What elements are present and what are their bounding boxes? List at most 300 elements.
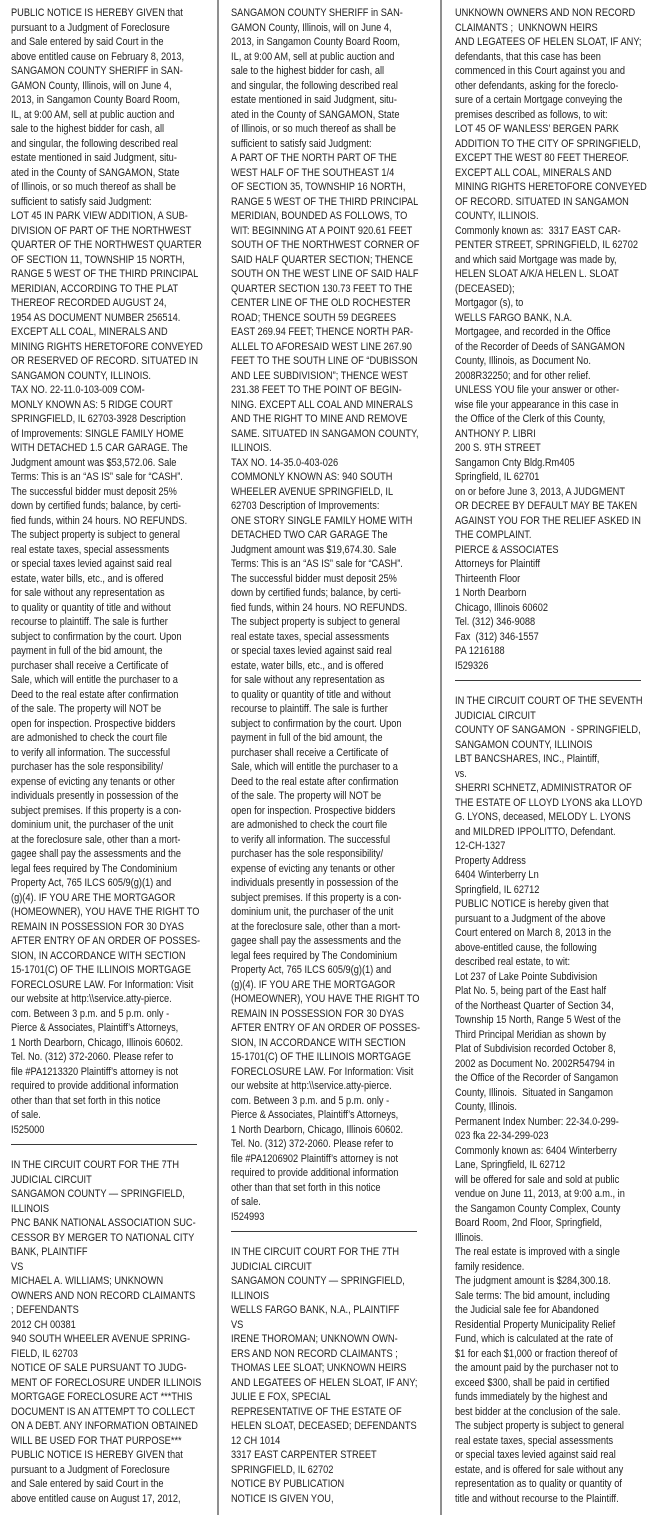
notice-line: 023 fka 22-34-299-023 [455, 1130, 549, 1142]
notice-line: pursuant to a Judgment of Foreclosure [11, 1463, 170, 1476]
notice-line: Mortgagor (s), to [455, 297, 524, 309]
notice-line: Pierce & Associates, Plaintiff’s Attorneys, [11, 1022, 179, 1034]
notice-line: OR DECREE BY DEFAULT MAY BE TAKEN [455, 500, 638, 512]
notice-line: ILLINOIS [11, 1202, 50, 1215]
notice-line: PA 1216188 [455, 645, 505, 657]
notice-line: Judgment amount was $53,572.06. Sale [11, 456, 177, 469]
notice-line: estate, water bills, etc., and is offered [11, 572, 164, 585]
notice-line: sufficient to satisfy said Judgment: [231, 137, 372, 150]
notice-line: ADDITION TO THE CITY OF SPRINGFIELD, [455, 137, 641, 150]
notice-line: on or before June 3, 2013, A JUDGMENT [455, 485, 626, 498]
notice-line: VS [11, 1260, 24, 1273]
notice-line: EXCEPT ALL COAL, MINERALS AND [11, 326, 168, 338]
notice-line: family residence. [455, 1260, 525, 1273]
notice-line: SANGAMON COUNTY — SPRINGFIELD, [11, 1188, 185, 1200]
notice-line: of Illinois, or so much thereof as shall be [231, 123, 396, 135]
notice-line: gagee shall pay the assessments and the [11, 848, 182, 860]
notice-line: PUBLIC NOTICE IS HEREBY GIVEN that [11, 7, 183, 19]
notice-line: NOTICE BY PUBLICATION [231, 1478, 345, 1490]
notice-line: ILLINOIS. [231, 442, 272, 454]
legal-notice [231, 1245, 440, 1506]
notice-line: dominium unit, the purchaser of the unit [11, 819, 174, 831]
notice-line: or special taxes levied against said real [231, 645, 392, 657]
notice-line: Tel. (312) 346-9088 [455, 616, 536, 628]
notice-line: purchaser shall receive a Certificate of [231, 746, 389, 759]
notice-line: REPRESENTATIVE OF THE ESTATE OF [231, 1405, 402, 1418]
notice-line: JUDICIAL CIRCUIT [11, 1173, 92, 1186]
notice-line: down by certified funds; balance, by certi- [11, 500, 182, 512]
notice-line: ANTHONY P. LIBRI [455, 427, 536, 440]
notice-line: are admonished to check the court file [11, 732, 168, 744]
notice-line: our website at http:\\service.atty-pierce. [231, 1080, 392, 1092]
notice-line: purchaser shall receive a Certificate of [11, 659, 169, 672]
notice-line: individuals presently in possession of the [11, 790, 179, 802]
notice-line: NING. EXCEPT ALL COAL AND MINERALS [231, 398, 413, 411]
notice-line: 2013, in Sangamon County Board Room, [231, 36, 400, 48]
notice-line: and Sale entered by said Court in the [11, 1478, 164, 1490]
notice-line: SPRINGFIELD, IL 62702 [231, 1463, 334, 1476]
notice-line: NOTICE OF SALE PURSUANT TO JUDG- [11, 1362, 187, 1374]
notice-line: WHEELER AVENUE SPRINGFIELD, IL [231, 485, 394, 498]
notice-line: Attorneys for Plaintiff [455, 558, 541, 570]
notice-line: OF RECORD. SITUATED IN SANGAMON [455, 195, 629, 208]
column-2 [219, 6, 440, 1515]
notice-separator [455, 680, 641, 681]
notice-line: (HOMEOWNER), YOU HAVE THE RIGHT TO [11, 906, 200, 918]
notice-line: com. Between 3 p.m. and 5 p.m. only - [11, 1007, 170, 1020]
notice-line: Springfield, IL 62701 [455, 471, 540, 483]
notice-line: EXCEPT THE WEST 80 FEET THEREOF. [455, 152, 629, 164]
notice-line: gagee shall pay the assessments and the [231, 935, 402, 947]
notice-line: sale to the highest bidder for cash, all [11, 123, 165, 135]
notice-line: FORECLOSURE LAW. For Information: Visit [11, 978, 194, 991]
notice-line: above entitled cause on February 8, 2013, [11, 50, 185, 63]
notice-line: representation as to quality or quantity of [455, 1478, 622, 1490]
notice-line: THE COMPLAINT. [455, 529, 532, 541]
notice-line: PUBLIC NOTICE IS HEREBY GIVEN that [11, 1449, 183, 1461]
notice-line: CLAIMANTS ; UNKNOWN HEIRS [455, 21, 598, 34]
notice-line: file #PA1206902 Plaintiff’s attorney is not [231, 1152, 399, 1165]
notice-line: AND LEGATEES OF HELEN SLOAT, IF ANY; [231, 1376, 418, 1389]
notice-line: estate mentioned in said Judgment, situ- [11, 152, 177, 164]
notice-line: estate, and is offered for sale without any [455, 1463, 624, 1476]
notice-line: BANK, PLAINTIFF [11, 1246, 88, 1258]
notice-line: LOT 45 OF WANLESS’ BERGEN PARK [455, 123, 619, 135]
notice-line: Plat of Subdivision recorded October 8, [455, 1043, 616, 1055]
notice-line: IL, at 9:00 AM, sell at public auction and [11, 108, 175, 121]
notice-line: legal fees required by The Condominium [231, 949, 398, 962]
notice-line: of the Northeast Quarter of Section 34, [455, 999, 614, 1012]
notice-line: other than that set forth in this notice [231, 1181, 381, 1194]
notice-line: are admonished to check the court file [231, 819, 388, 831]
notice-line: DIVISION OF PART OF THE NORTHWEST [11, 224, 192, 237]
notice-line: SION, IN ACCORDANCE WITH SECTION [11, 949, 186, 962]
legal-notice [455, 6, 649, 673]
notice-line: individuals presently in possession of the [231, 877, 399, 889]
notice-line: WEST HALF OF THE SOUTHEAST 1/4 [231, 166, 395, 179]
notice-line: pursuant to a Judgment of Foreclosure [11, 21, 170, 34]
notice-line: MERIDIAN, ACCORDING TO THE PLAT [11, 282, 179, 295]
notice-line: WILL BE USED FOR THAT PURPOSE*** [11, 1434, 182, 1447]
notice-line: QUARTER SECTION 130.73 FEET TO THE [231, 282, 413, 295]
notice-line: real estate taxes, special assessments [231, 630, 390, 643]
notice-line: WELLS FARGO BANK, N.A., PLAINTIFF [231, 1304, 400, 1316]
notice-line: required to provide additional information [11, 1080, 179, 1092]
notice-line: SION, IN ACCORDANCE WITH SECTION [231, 1036, 406, 1049]
notice-line: 15-1701(C) OF THE ILLINOIS MORTGAGE [11, 964, 191, 976]
notice-line: down by certified funds; balance, by certi- [231, 587, 402, 599]
notice-line: Tel. No. (312) 372-2060. Please refer to [11, 1051, 174, 1063]
notice-line: IN THE CIRCUIT COURT FOR THE 7TH [11, 1159, 180, 1171]
notice-line: for sale without any representation as [11, 587, 165, 599]
notice-line: $1 for each $1,000 or fraction thereof of [455, 1347, 618, 1360]
notice-line: MERIDIAN, BOUNDED AS FOLLOWS, TO [231, 210, 408, 222]
notice-line: Property Act, 765 ILCS 605/9(g)(1) and [231, 964, 392, 976]
notice-line: LOT 45 IN PARK VIEW ADDITION, A SUB- [11, 210, 188, 222]
notice-line: defendants, that this case has been [455, 50, 601, 63]
notice-line: at the foreclosure sale, other than a mort- [11, 833, 181, 846]
notice-line: Thirteenth Floor [455, 572, 521, 585]
notice-line: and singular, the following described real [231, 79, 398, 92]
notice-line: Township 15 North, Range 5 West of the [455, 1014, 621, 1026]
notice-line: SOUTH OF THE NORTHWEST CORNER OF [231, 239, 420, 251]
notice-line: sale to the highest bidder for cash, all [231, 65, 385, 77]
notice-line: COMMONLY KNOWN AS: 940 SOUTH [231, 471, 393, 483]
notice-line: 1 North Dearborn [455, 587, 527, 599]
notice-line: Lane, Springfield, IL 62712 [455, 1159, 566, 1171]
notice-line: SANGAMON COUNTY, ILLINOIS. [11, 369, 152, 382]
notice-line: AGAINST YOU FOR THE RELIEF ASKED IN [455, 514, 641, 527]
notice-line: of Illinois, or so much thereof as shall be [11, 181, 176, 193]
notice-line: pursuant to a Judgment of the above [455, 912, 606, 925]
notice-line: COUNTY, ILLINOIS. [455, 210, 539, 222]
notice-line: I529326 [455, 659, 489, 672]
notice-line: EXCEPT ALL COAL, MINERALS AND [455, 166, 612, 179]
notice-line: UNLESS YOU file your answer or other- [455, 384, 620, 396]
notice-line: Sangamon Cnty Bldg.Rm405 [455, 456, 575, 469]
notice-line: SANGAMON COUNTY — SPRINGFIELD, [231, 1275, 405, 1287]
notice-line: SANGAMON COUNTY SHERIFF in SAN- [231, 7, 403, 19]
notice-line: to verify all information. The successful [11, 746, 171, 759]
notice-line: Terms: This is an “AS IS” sale for “CASH”. [11, 471, 183, 483]
notice-line: ONE STORY SINGLE FAMILY HOME WITH [231, 514, 413, 527]
notice-line: estate mentioned in said Judgment, situ- [231, 94, 397, 106]
notice-line: TAX NO. 22-11.0-103-009 COM- [11, 384, 145, 396]
notice-line: 62703 Description of Improvements: [231, 500, 380, 512]
notice-line: CESSOR BY MERGER TO NATIONAL CITY [11, 1231, 195, 1244]
notice-line: fied funds, within 24 hours. NO REFUNDS. [231, 601, 408, 614]
notice-line: Permanent Index Number: 22-34.0-299- [455, 1115, 619, 1128]
notice-line: fied funds, within 24 hours. NO REFUNDS. [11, 514, 188, 527]
notice-line: GAMON County, Illinois, will on June 4, [231, 21, 392, 34]
notice-separator [231, 1231, 417, 1232]
notice-line: and which said Mortgage was made by, [455, 253, 617, 266]
notice-line: sure of a certain Mortgage conveying the [455, 94, 623, 106]
notice-line: wise file your appearance in this case in [455, 398, 619, 411]
notice-line: Board Room, 2nd Floor, Springfield, [455, 1217, 602, 1229]
notice-line: the amount paid by the purchaser not to [455, 1362, 619, 1374]
legal-notice [231, 6, 440, 1224]
notice-line: 12 CH 1014 [231, 1434, 281, 1447]
notice-line: file #PA1213320 Plaintiff’s attorney is not [11, 1065, 179, 1078]
notice-line: other defendants, asking for the foreclo- [455, 79, 619, 92]
notice-line: County, Illinois. Situated in Sangamon [455, 1086, 614, 1099]
notice-line: OF SECTION 11, TOWNSHIP 15 NORTH, [11, 253, 185, 266]
notice-line: ROAD; THENCE SOUTH 59 DEGREES [231, 311, 397, 324]
notice-line: Illinois. [455, 1231, 484, 1244]
notice-line: Fund, which is calculated at the rate of [455, 1333, 613, 1345]
notice-line: Judgment amount was $19,674.30. Sale [231, 543, 397, 556]
notice-line: the Office of the Clerk of this County, [455, 413, 606, 425]
notice-line: at the foreclosure sale, other than a mort- [231, 920, 401, 933]
notice-line: of sale. [231, 1196, 261, 1208]
notice-line: The subject property is subject to general [455, 1420, 624, 1432]
notice-line: sufficient to satisfy said Judgment: [11, 195, 152, 208]
notice-line: UNKNOWN OWNERS AND NON RECORD [455, 7, 636, 19]
notice-line: and singular, the following described real [11, 137, 178, 150]
notice-line: Pierce & Associates, Plaintiff’s Attorneys, [231, 1109, 399, 1121]
notice-line: subject to confirmation by the court. Upon [11, 630, 182, 643]
notice-line: Residential Property Municipality Relief [455, 1318, 616, 1331]
notice-line: described real estate, to wit: [455, 956, 571, 968]
notice-line: required to provide additional information [231, 1167, 399, 1179]
notice-line: best bidder at the conclusion of the sale. [455, 1405, 621, 1418]
notice-line: real estate taxes, special assessments [11, 543, 170, 556]
notice-line: PENTER STREET, SPRINGFIELD, IL 62702 [455, 239, 638, 251]
notice-line: The subject property is subject to general [231, 616, 400, 628]
notice-line: 2002 as Document No. 2002R54794 in [455, 1057, 615, 1070]
notice-line: 1954 AS DOCUMENT NUMBER 256514. [11, 311, 181, 324]
notice-line: Property Act, 765 ILCS 605/9(g)(1) and [11, 877, 172, 889]
notice-line: THE ESTATE OF LLOYD LYONS aka LLOYD [455, 796, 643, 809]
notice-line: Chicago, Illinois 60602 [455, 601, 548, 614]
notice-line: FORECLOSURE LAW. For Information: Visit [231, 1065, 414, 1078]
notice-line: Mortgagee, and recorded in the Office [455, 326, 611, 338]
notice-line: The real estate is improved with a single [455, 1246, 620, 1258]
notice-line: payment in full of the bid amount, the [11, 645, 163, 657]
notice-line: DETACHED TWO CAR GARAGE The [231, 529, 388, 541]
notice-line: GAMON County, Illinois, will on June 4, [11, 79, 172, 92]
notice-line: to quality or quantity of title and without [231, 688, 391, 701]
notice-line: estate, water bills, etc., and is offered [231, 659, 384, 672]
notice-line: OWNERS AND NON RECORD CLAIMANTS [11, 1289, 196, 1302]
notice-line: DOCUMENT IS AN ATTEMPT TO COLLECT [11, 1405, 195, 1418]
notice-line: AFTER ENTRY OF AN ORDER OF POSSES- [231, 1022, 421, 1034]
notice-line: to quality or quantity of title and without [11, 601, 171, 614]
notice-line: 2013, in Sangamon County Board Room, [11, 94, 180, 106]
legal-notice [455, 694, 649, 1506]
notice-line: expense of evicting any tenants or other [11, 775, 175, 788]
notice-line: funds immediately by the highest and [455, 1391, 608, 1403]
notice-line: WITH DETACHED 1.5 CAR GARAGE. The [11, 442, 188, 454]
notice-line: Sale, which will entitle the purchaser to a [231, 761, 398, 773]
notice-line: expense of evicting any tenants or other [231, 862, 395, 875]
notice-line: subject premises. If this property is a con- [231, 891, 402, 904]
notice-line: A PART OF THE NORTH PART OF THE [231, 152, 397, 164]
notice-line: com. Between 3 p.m. and 5 p.m. only - [231, 1094, 390, 1107]
notice-line: NOTICE IS GIVEN YOU, [231, 1492, 334, 1505]
notice-line: ; DEFENDANTS [11, 1304, 79, 1316]
notice-line: MINING RIGHTS HERETOFORE CONVEYED [455, 181, 647, 193]
notice-line: The judgment amount is $284,300.18. [455, 1275, 611, 1287]
notice-line: subject to confirmation by the court. Upon [231, 717, 402, 730]
legal-notice [11, 1158, 217, 1506]
notice-line: Commonly known as: 3317 EAST CAR- [455, 224, 621, 237]
notice-line: Court entered on March 8, 2013 in the [455, 927, 612, 939]
notice-line: the Office of the Recorder of Sangamon [455, 1072, 619, 1084]
notice-line: RANGE 5 WEST OF THE THIRD PRINCIPAL [231, 195, 419, 208]
notice-line: Springfield, IL 62712 [455, 883, 540, 896]
notice-line: The subject property is subject to general [11, 529, 180, 541]
notice-line: 1 North Dearborn, Chicago, Illinois 60602. [231, 1123, 404, 1136]
notice-line: Tel. No. (312) 372-2060. Please refer to [231, 1138, 394, 1150]
notice-line: Sale, which will entitle the purchaser to a [11, 674, 178, 686]
notice-line: REMAIN IN POSSESSION FOR 30 DYAS [11, 920, 184, 933]
notice-line: FIELD, IL 62703 [11, 1347, 78, 1360]
notice-line: real estate taxes, special assessments [455, 1434, 614, 1447]
notice-line: I525000 [11, 1123, 45, 1136]
column-1 [0, 6, 217, 1515]
notice-line: AFTER ENTRY OF AN ORDER OF POSSES- [11, 935, 201, 947]
notice-line: CENTER LINE OF THE OLD ROCHESTER [231, 297, 411, 309]
notice-line: ILLINOIS [231, 1289, 270, 1302]
notice-line: ated in the County of SANGAMON, State [11, 166, 180, 179]
notice-line: ERS AND NON RECORD CLAIMANTS ; [231, 1347, 398, 1360]
notice-line: REMAIN IN POSSESSION FOR 30 DYAS [231, 1007, 404, 1020]
notice-line: IN THE CIRCUIT COURT FOR THE 7TH [231, 1246, 400, 1258]
notice-line: MINING RIGHTS HERETOFORE CONVEYED [11, 340, 203, 353]
notice-line: above-entitled cause, the following [455, 941, 597, 954]
notice-line: 1 North Dearborn, Chicago, Illinois 60602. [11, 1036, 184, 1049]
notice-line: FEET TO THE SOUTH LINE OF “DUBISSON [231, 355, 418, 367]
notice-line: (g)(4). IF YOU ARE THE MORTGAGOR [231, 978, 396, 991]
notice-line: and Sale entered by said Court in the [11, 36, 164, 48]
notice-line: OF SECTION 35, TOWNSHIP 16 NORTH, [231, 181, 406, 193]
column-3 [442, 6, 649, 1515]
notice-line: 3317 EAST CARPENTER STREET [231, 1449, 377, 1461]
notice-line: title and without recourse to the Plaintiff. [455, 1492, 619, 1505]
notice-line: RANGE 5 WEST OF THE THIRD PRINCIPAL [11, 268, 199, 280]
notice-line: COUNTY OF SANGAMON - SPRINGFIELD, [455, 724, 641, 736]
notice-line: IN THE CIRCUIT COURT OF THE SEVENTH [455, 695, 643, 707]
notice-line: G. LYONS, deceased, MELODY L. LYONS [455, 811, 631, 823]
notice-line: SHERRI SCHNETZ, ADMINISTRATOR OF [455, 782, 632, 794]
notice-line: SPRINGFIELD, IL 62703-3928 Description [11, 413, 186, 425]
notice-line: Sale terms: The bid amount, including [455, 1289, 610, 1302]
notice-line: (g)(4). IF YOU ARE THE MORTGAGOR [11, 891, 176, 904]
notice-line: JULIE E FOX, SPECIAL [231, 1391, 331, 1403]
notice-line: 200 S. 9TH STREET [455, 442, 541, 454]
notice-line: dominium unit, the purchaser of the unit [231, 906, 394, 918]
notice-line: to verify all information. The successful [231, 833, 391, 846]
notice-line: Commonly known as: 6404 Winterberry [455, 1144, 617, 1157]
notice-line: 2012 CH 00381 [11, 1318, 76, 1331]
notice-line: above entitled cause on August 17, 2012, [11, 1492, 181, 1505]
notice-line: PIERCE & ASSOCIATES [455, 543, 559, 556]
notice-line: 940 SOUTH WHEELER AVENUE SPRING- [11, 1333, 191, 1345]
notice-line: of sale. [11, 1109, 41, 1121]
notice-line: of the Recorder of Deeds of SANGAMON [455, 340, 625, 353]
notice-line: VS [231, 1318, 244, 1331]
notice-line: or special taxes levied against said real [455, 1449, 616, 1461]
notice-line: ON A DEBT. ANY INFORMATION OBTAINED [11, 1420, 198, 1432]
notice-separator [11, 1144, 197, 1145]
notice-line: of the sale. The property will NOT be [231, 790, 382, 802]
notice-line: TAX NO. 14-35.0-403-026 [231, 456, 339, 469]
notice-line: payment in full of the bid amount, the [231, 732, 383, 744]
notice-line: OR RESERVED OF RECORD. SITUATED IN [11, 355, 199, 367]
notice-line: MONLY KNOWN AS: 5 RIDGE COURT [11, 398, 173, 411]
notice-line: PUBLIC NOTICE is hereby given that [455, 898, 609, 910]
notice-line: Property Address [455, 854, 526, 867]
notice-line: or special taxes levied against said real [11, 558, 172, 570]
notice-line: 6404 Winterberry Ln [455, 869, 539, 881]
notice-line: AND LEE SUBDIVISION”; THENCE WEST [231, 369, 408, 382]
notice-line: (HOMEOWNER), YOU HAVE THE RIGHT TO [231, 993, 420, 1005]
notice-line: MORTGAGE FORECLOSURE ACT ***THIS [11, 1391, 193, 1403]
notice-line: The successful bidder must deposit 25% [231, 572, 397, 585]
notice-line: County, Illinois. [455, 1101, 517, 1113]
notice-line: our website at http:\\service.atty-pierce. [11, 993, 172, 1005]
notice-line: HELEN SLOAT A/K/A HELEN L. SLOAT [455, 268, 619, 280]
notice-line: exceed $300, shall be paid in certified [455, 1376, 610, 1389]
notice-line: 15-1701(C) OF THE ILLINOIS MORTGAGE [231, 1051, 411, 1063]
notice-line: and MILDRED IPPOLITTO, Defendant. [455, 825, 616, 838]
notice-line: purchaser has the sole responsibility/ [231, 848, 384, 860]
notice-line: Third Principal Meridian as shown by [455, 1028, 606, 1041]
notice-line: The successful bidder must deposit 25% [11, 485, 177, 498]
notice-line: THEREOF RECORDED AUGUST 24, [11, 297, 167, 309]
notice-line: WIT: BEGINNING AT A POINT 920.61 FEET [231, 224, 413, 237]
notice-line: Deed to the real estate after confirmation [231, 775, 399, 788]
notice-line: vendue on June 11, 2013, at 9:00 a.m., in [455, 1188, 625, 1200]
notice-line: ALLEL TO AFORESAID WEST LINE 267.90 [231, 340, 412, 353]
notice-line: the Judicial sale fee for Abandoned [455, 1304, 599, 1316]
notice-line: JUDICIAL CIRCUIT [455, 709, 536, 722]
notice-line: Deed to the real estate after confirmation [11, 688, 179, 701]
notice-line: MICHAEL A. WILLIAMS; UNKNOWN [11, 1275, 164, 1287]
notice-line: HELEN SLOAT, DECEASED; DEFENDANTS [231, 1420, 417, 1432]
notice-line: IL, at 9:00 AM, sell at public auction and [231, 50, 395, 63]
notice-line: MENT OF FORECLOSURE UNDER ILLINOIS [11, 1376, 202, 1389]
notice-line: commenced in this Court against you and [455, 65, 626, 77]
notice-line: Lot 237 of Lake Pointe Subdivision [455, 970, 598, 983]
notice-line: recourse to plaintiff. The sale is further [11, 616, 168, 628]
notice-line: SOUTH ON THE WEST LINE OF SAID HALF [231, 268, 419, 280]
legal-notice [11, 6, 217, 1137]
notice-line: JUDICIAL CIRCUIT [231, 1260, 312, 1273]
notice-line: of Improvements: SINGLE FAMILY HOME [11, 427, 184, 440]
notice-line: Plat No. 5, being part of the East half [455, 985, 607, 997]
notice-line: 231.38 FEET TO THE POINT OF BEGIN- [231, 384, 402, 396]
notice-line: for sale without any representation as [231, 674, 385, 686]
notice-line: AND LEGATEES OF HELEN SLOAT, IF ANY; [455, 36, 642, 48]
notice-line: legal fees required by The Condominium [11, 862, 178, 875]
notice-line: premises described as follows, to wit: [455, 108, 608, 121]
notice-line: THOMAS LEE SLOAT; UNKNOWN HEIRS [231, 1362, 407, 1374]
notice-line: EAST 269.94 FEET; THENCE NORTH PAR- [231, 326, 414, 338]
notice-line: County, Illinois, as Document No. [455, 355, 591, 367]
notice-line: of the sale. The property will NOT be [11, 703, 162, 715]
notice-line: IRENE THOROMAN; UNKNOWN OWN- [231, 1333, 398, 1345]
notice-line: SANGAMON COUNTY SHERIFF in SAN- [11, 65, 183, 77]
notice-line: QUARTER OF THE NORTHWEST QUARTER [11, 239, 202, 251]
notice-line: subject premises. If this property is a con- [11, 804, 182, 817]
notice-line: Terms: This is an “AS IS” sale for “CASH”. [231, 558, 403, 570]
notice-line: recourse to plaintiff. The sale is further [231, 703, 388, 715]
notice-line: ated in the County of SANGAMON, State [231, 108, 400, 121]
notice-line: will be offered for sale and sold at public [455, 1173, 620, 1186]
